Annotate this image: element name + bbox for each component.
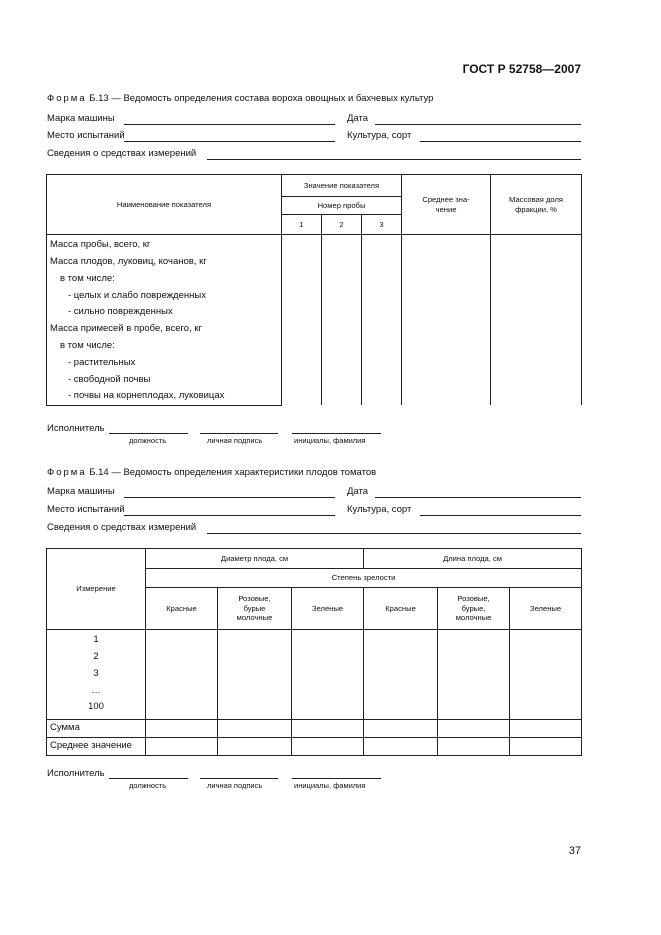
row-label: - свободной почвы [47,371,282,388]
form14-place-field[interactable] [124,515,335,516]
form13-initials-line[interactable] [292,433,381,434]
form13-initials-caption: инициалы, фамилия [294,436,366,445]
avg-label: Среднее значение [47,737,146,755]
sample-2-cell[interactable] [322,235,362,406]
table-row [47,630,582,649]
sum-cell[interactable] [510,719,582,737]
form14-place-label: Место испытаний [47,504,125,515]
sum-row [47,719,582,737]
form13-culture-field[interactable] [420,141,581,142]
form14-date-label: Дата [347,486,369,497]
form13-position-caption: должность [129,436,167,445]
data-cell[interactable] [364,630,438,720]
form14-date-field[interactable] [375,497,581,498]
avg-row [47,737,582,755]
sum-cell[interactable] [218,719,292,737]
form13-place-field[interactable] [124,141,335,142]
avg-cell[interactable] [510,737,582,755]
col-length-header: Длина плода, см [364,549,582,569]
measure-number: 3 [47,666,146,683]
col-value-header: Значение показателя [282,175,402,197]
form14-machine-label: Марка машины [47,486,115,497]
avg-cell[interactable] [402,235,491,406]
standard-number: ГОСТ Р 52758—2007 [462,62,581,76]
maturity-pink-header: Розовые, бурые, молочные [438,588,510,630]
sum-cell[interactable] [292,719,364,737]
data-cell[interactable] [510,630,582,720]
form14-means-field[interactable] [207,533,581,534]
form13-means-field[interactable] [207,159,581,160]
form14-executor-label: Исполнитель [47,768,105,779]
maturity-pink-header: Розовые, бурые молочные [218,588,292,630]
form14-position-line[interactable] [109,778,188,779]
row-label: Масса пробы, всего, кг [47,235,282,254]
avg-cell[interactable] [218,737,292,755]
avg-cell[interactable] [438,737,510,755]
page-number: 37 [568,845,581,857]
form14-sign-caption: личная подпись [207,781,263,790]
maturity-red-header: Красные [146,588,218,630]
col-avg-header: Среднее зна-чение [402,175,491,235]
col-maturity-header: Степень зрелости [146,569,582,588]
row-label: в том числе: [47,338,282,355]
col-fraction-header: Массовая доля фракции, % [491,175,582,235]
form13-date-label: Дата [347,113,369,124]
form13-title-text: Б.13 — Ведомость определения состава вороха овощных и бахчевых культур [86,93,434,104]
row-label: Масса примесей в пробе, всего, кг [47,321,282,338]
form14-culture-label: Культура, сорт [347,504,412,515]
form14-culture-field[interactable] [420,515,581,516]
avg-cell[interactable] [146,737,218,755]
measure-number: … [47,682,146,699]
measure-number: 100 [47,699,146,719]
measure-number: 1 [47,630,146,649]
form14-means-label: Сведения о средствах измерений [47,522,197,533]
form13-culture-label: Культура, сорт [347,130,412,141]
col-name-header: Наименование показателя [47,175,282,235]
sample-1-cell[interactable] [282,235,322,406]
form13-sign-caption: личная подпись [207,436,263,445]
avg-cell[interactable] [364,737,438,755]
col-sample-header: Номер пробы [282,197,402,215]
sample-2-header: 2 [322,215,362,235]
form14-position-caption: должность [129,781,167,790]
form14-initials-caption: инициалы, фамилия [294,781,366,790]
form13-title [47,93,433,104]
sum-cell[interactable] [438,719,510,737]
form14-sign-line[interactable] [200,778,278,779]
sum-cell[interactable] [146,719,218,737]
row-label: - почвы на корнеплодах, луковицах [47,388,282,405]
sample-1-header: 1 [282,215,322,235]
form13-date-field[interactable] [375,124,581,125]
col-diameter-header: Диаметр плода, см [146,549,364,569]
data-cell[interactable] [218,630,292,720]
maturity-green-header: Зеленые [292,588,364,630]
form13-means-label: Сведения о средствах измерений [47,148,197,159]
form13-sign-line[interactable] [200,433,278,434]
form13-title-word: Форма [47,93,87,104]
data-cell[interactable] [438,630,510,720]
form14-table [46,548,582,756]
sample-3-cell[interactable] [362,235,402,406]
row-label: - растительных [47,355,282,372]
sum-cell[interactable] [364,719,438,737]
measure-number: 2 [47,649,146,666]
table-row [47,235,582,254]
row-label: Масса плодов, луковиц, кочанов, кг [47,254,282,271]
row-label: - целых и слабо поврежденных [47,287,282,304]
avg-cell[interactable] [292,737,364,755]
sample-3-header: 3 [362,215,402,235]
form13-executor-label: Исполнитель [47,423,105,434]
sum-label: Сумма [47,719,146,737]
form13-machine-field[interactable] [124,124,335,125]
fraction-cell[interactable] [491,235,582,406]
form14-title [47,467,376,478]
form13-machine-label: Марка машины [47,113,115,124]
form14-initials-line[interactable] [292,778,381,779]
data-cell[interactable] [292,630,364,720]
col-measure-header: Измерение [47,549,146,630]
data-cell[interactable] [146,630,218,720]
maturity-green-header: Зеленые [510,588,582,630]
form13-table [46,174,582,406]
form14-title-text: Б.14 — Ведомость определения характеристики плодов томатов [86,467,377,478]
form13-position-line[interactable] [109,433,188,434]
form14-machine-field[interactable] [124,497,335,498]
form13-place-label: Место испытаний [47,130,125,141]
row-label: - сильно поврежденных [47,304,282,321]
row-label: в том числе: [47,271,282,288]
maturity-red-header: Красные [364,588,438,630]
form14-title-word: Форма [47,467,87,478]
